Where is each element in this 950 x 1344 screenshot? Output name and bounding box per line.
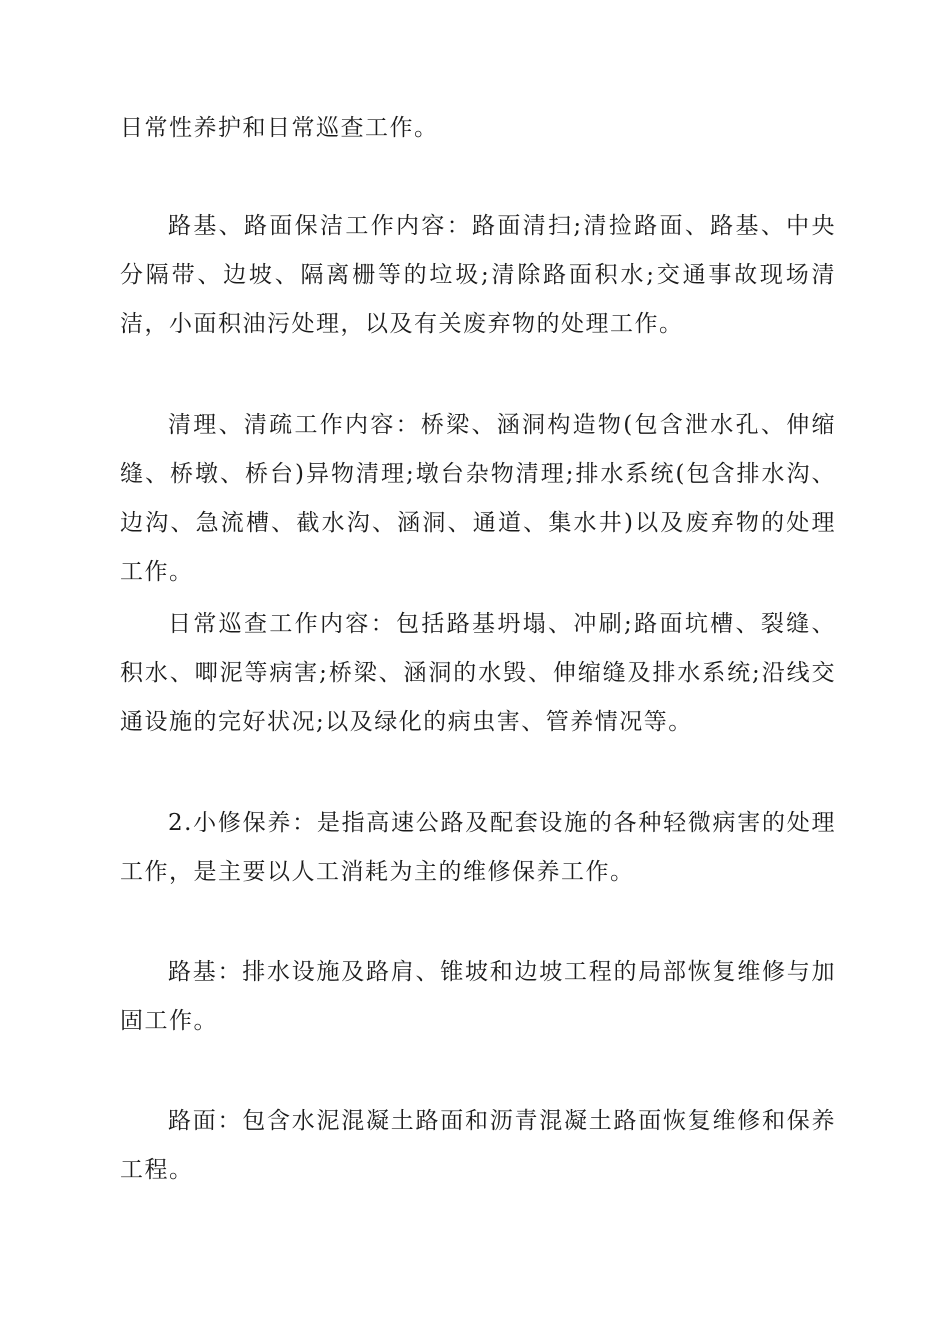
paragraph-clearing: 清理、清疏工作内容：桥梁、涵洞构造物(包含泄水孔、伸缩缝、桥墩、桥台)异物清理;墩台杂物清理;排水系统(包含排水沟、边沟、急流槽、截水沟、涵洞、通道、集水井)以及废弃物的处理工作。 — [120, 412, 836, 585]
paragraph-continuation: 日常性养护和日常巡查工作。 — [120, 115, 439, 141]
paragraph-roadbed: 路基：排水设施及路肩、锥坡和边坡工程的局部恢复维修与加固工作。 — [120, 959, 836, 1034]
paragraph-minor-repair: 2.小修保养：是指高速公路及配套设施的各种轻微病害的处理工作，是主要以人工消耗为主的维修保养工作。 — [120, 810, 836, 885]
paragraph-cleaning: 路基、路面保洁工作内容：路面清扫;清捡路面、路基、中央分隔带、边坡、隔离栅等的垃圾;清除路面积水;交通事故现场清洁，小面积油污处理，以及有关废弃物的处理工作。 — [120, 213, 836, 337]
paragraph-road-surface: 路面：包含水泥混凝土路面和沥青混凝土路面恢复维修和保养工程。 — [120, 1108, 836, 1183]
paragraph-inspection: 日常巡查工作内容：包括路基坍塌、冲刷;路面坑槽、裂缝、积水、唧泥等病害;桥梁、涵洞的水毁、伸缩缝及排水系统;沿线交通设施的完好状况;以及绿化的病虫害、管养情况等。 — [120, 611, 836, 735]
